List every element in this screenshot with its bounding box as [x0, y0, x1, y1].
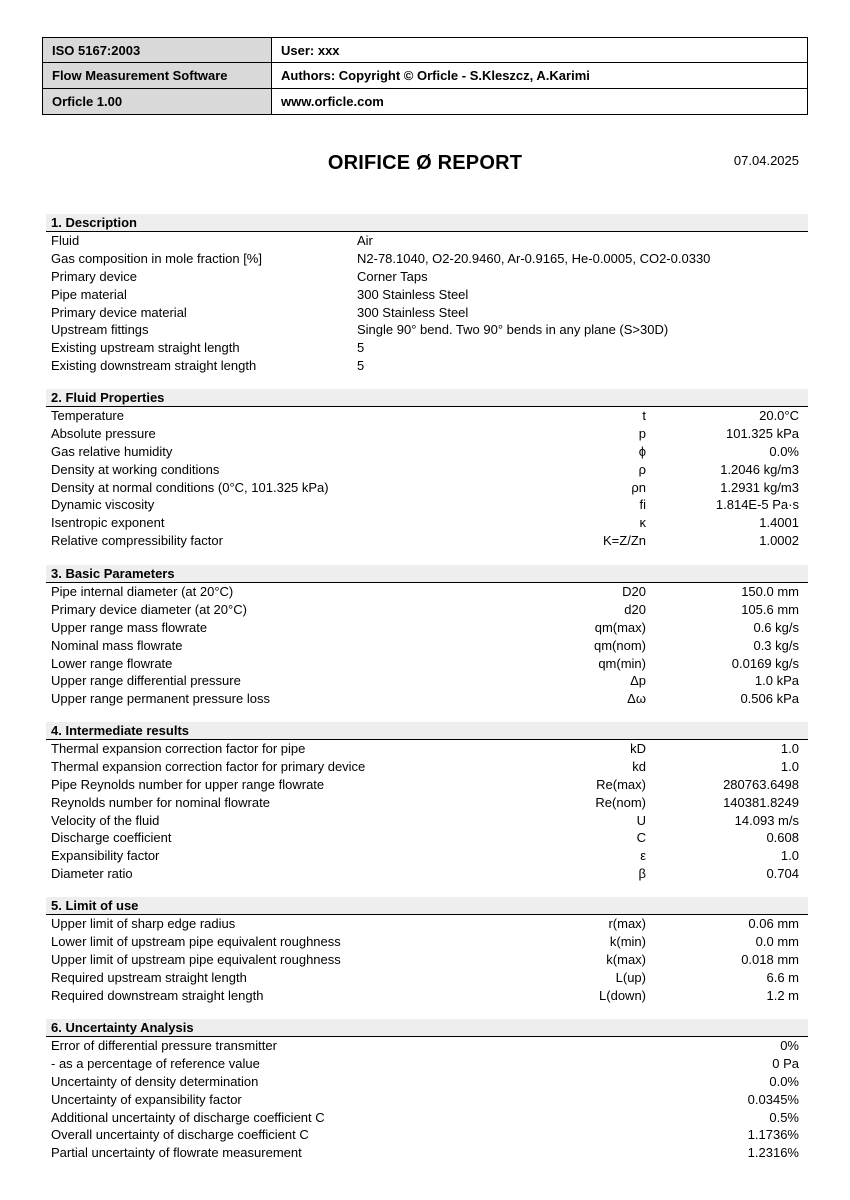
row-label: Fluid [51, 233, 80, 248]
row-symbol: Δω [627, 691, 646, 707]
section-heading: 6. Uncertainty Analysis [46, 1019, 808, 1037]
row-symbol: qm(nom) [593, 637, 646, 653]
row-label: Density at normal conditions (0°C, 101.325 kPa) [51, 479, 329, 495]
row-label: Gas relative humidity [51, 443, 173, 459]
row-label: Pipe material [51, 286, 127, 302]
table-row [46, 532, 808, 550]
section-uncertainty-analysis [46, 1019, 808, 1162]
website-label: www.orficle.com [281, 93, 384, 109]
row-label: Reynolds number for nominal flowrate [51, 794, 270, 810]
version-label: Orficle 1.00 [52, 93, 123, 109]
section-description [46, 214, 808, 375]
row-label: Gas composition in mole fraction [%] [51, 250, 262, 266]
row-symbol: r(max) [608, 916, 646, 931]
row-label: Relative compressibility factor [51, 533, 223, 549]
row-label: Upper limit of sharp edge radius [51, 916, 236, 931]
table-row [46, 865, 808, 883]
table-row [46, 304, 808, 322]
table-row [46, 951, 808, 969]
row-label: Upper range differential pressure [51, 673, 241, 689]
section-intermediate-results [46, 722, 808, 883]
table-row [46, 1055, 808, 1073]
row-value: 1.1736% [747, 1127, 799, 1143]
row-symbol: d20 [624, 601, 646, 617]
row-symbol: fi [639, 497, 646, 513]
table-row [46, 829, 808, 847]
row-value: 1.814E-5 Pa·s [715, 497, 799, 513]
table-row [46, 619, 808, 637]
section-fluid-properties [46, 389, 808, 550]
row-label: Lower limit of upstream pipe equivalent roughness [51, 933, 341, 949]
row-symbol: C [636, 830, 646, 846]
row-value: 0.018 mm [741, 951, 799, 967]
row-symbol: Re(nom) [595, 794, 646, 810]
section-rows [46, 915, 808, 1004]
row-label: Velocity of the fluid [51, 812, 160, 828]
row-label: Upper limit of upstream pipe equivalent roughness [51, 951, 341, 967]
row-value: 1.0 [780, 758, 799, 774]
row-value: 0.0% [769, 1073, 799, 1089]
row-value: 5 [357, 340, 365, 356]
row-label: Overall uncertainty of discharge coefficient C [51, 1127, 309, 1143]
row-value: 1.0 [780, 848, 799, 864]
section-heading: 1. Description [46, 214, 808, 232]
table-row [46, 514, 808, 532]
row-value: 1.2046 kg/m3 [720, 461, 799, 477]
row-symbol: t [642, 408, 646, 423]
report-header-table [42, 37, 808, 115]
section-rows [46, 740, 808, 883]
table-row [46, 915, 808, 933]
table-row [46, 847, 808, 865]
section-limit-of-use [46, 897, 808, 1004]
row-value: 101.325 kPa [725, 425, 799, 441]
row-value: 140381.8249 [723, 794, 799, 810]
row-label: Pipe Reynolds number for upper range flowrate [51, 776, 325, 792]
row-label: - as a percentage of reference value [51, 1055, 260, 1071]
row-symbol: K=Z/Zn [603, 533, 646, 549]
table-row [46, 286, 808, 304]
table-row [46, 339, 808, 357]
row-value: 1.2931 kg/m3 [720, 479, 799, 495]
row-value: 0 Pa [772, 1055, 799, 1071]
row-symbol: ρ [638, 461, 646, 477]
row-value: 0.06 mm [748, 916, 799, 931]
row-symbol: Re(max) [596, 776, 646, 792]
row-value: 0.704 [766, 866, 799, 882]
row-symbol: k(min) [609, 933, 646, 949]
row-symbol: L(up) [615, 969, 646, 985]
table-row [46, 794, 808, 812]
row-value: 0.0345% [747, 1091, 799, 1107]
row-value: Air [357, 233, 373, 248]
table-row [46, 601, 808, 619]
row-value: 14.093 m/s [734, 812, 799, 828]
table-row [46, 425, 808, 443]
row-label: Diameter ratio [51, 866, 133, 882]
table-row [46, 637, 808, 655]
row-symbol: p [638, 425, 646, 441]
section-heading: 3. Basic Parameters [46, 565, 808, 583]
row-value: 20.0°C [759, 408, 799, 423]
authors-label: Authors: Copyright © Orficle - S.Kleszcz, A.Karimi [272, 63, 807, 88]
row-symbol: qm(max) [594, 619, 646, 635]
table-row [46, 1073, 808, 1091]
row-value: 0% [780, 1038, 799, 1053]
row-value: 1.2316% [747, 1145, 799, 1161]
row-symbol: ϕ [638, 443, 646, 459]
row-label: Required upstream straight length [51, 969, 247, 985]
row-label: Absolute pressure [51, 425, 156, 441]
table-row [46, 321, 808, 339]
standard-label: ISO 5167:2003 [43, 38, 271, 63]
row-label: Thermal expansion correction factor for primary device [51, 758, 366, 774]
table-row [46, 443, 808, 461]
row-label: Error of differential pressure transmitter [51, 1038, 277, 1053]
row-value: 0.3 kg/s [753, 637, 799, 653]
row-label: Upper range permanent pressure loss [51, 691, 270, 707]
table-row [46, 250, 808, 268]
row-symbol: ε [640, 848, 646, 864]
table-row [46, 812, 808, 830]
table-row [46, 461, 808, 479]
table-row [46, 1109, 808, 1127]
table-row [46, 583, 808, 601]
row-value: 280763.6498 [723, 776, 799, 792]
row-value: 0.506 kPa [740, 691, 799, 707]
table-row [46, 357, 808, 375]
table-row [46, 1126, 808, 1144]
row-label: Additional uncertainty of discharge coefficient C [51, 1109, 325, 1125]
table-row [46, 268, 808, 286]
software-label: Flow Measurement Software [43, 63, 271, 88]
report-date: 07.04.2025 [733, 153, 799, 168]
row-label: Upstream fittings [51, 322, 149, 338]
row-value: 300 Stainless Steel [357, 304, 469, 320]
table-row [46, 740, 808, 758]
row-symbol: D20 [622, 584, 646, 599]
row-symbol: ρn [631, 479, 646, 495]
row-symbol: κ [639, 515, 646, 531]
row-value: 5 [357, 358, 365, 374]
table-row [46, 232, 808, 250]
row-symbol: L(down) [599, 987, 646, 1003]
row-value: 1.0 kPa [754, 673, 799, 689]
row-label: Expansibility factor [51, 848, 160, 864]
table-row [46, 407, 808, 425]
row-value: Single 90° bend. Two 90° bends in any plane (S>30D) [357, 322, 669, 338]
row-value: Corner Taps [357, 268, 428, 284]
table-row [46, 690, 808, 708]
row-value: 1.0002 [759, 533, 799, 549]
row-value: 0.0 mm [755, 933, 799, 949]
row-symbol: U [636, 812, 646, 828]
row-value: 0.6 kg/s [753, 619, 799, 635]
row-value: 1.0 [780, 741, 799, 756]
row-value: 6.6 m [766, 969, 799, 985]
row-label: Partial uncertainty of flowrate measurement [51, 1145, 302, 1161]
user-label: User: xxx [272, 38, 807, 63]
section-heading: 2. Fluid Properties [46, 389, 808, 407]
table-row [46, 987, 808, 1005]
table-row [46, 758, 808, 776]
row-symbol: β [638, 866, 646, 882]
row-label: Nominal mass flowrate [51, 637, 183, 653]
row-label: Uncertainty of expansibility factor [51, 1091, 242, 1107]
section-heading: 4. Intermediate results [46, 722, 808, 740]
table-row [46, 933, 808, 951]
row-label: Required downstream straight length [51, 987, 264, 1003]
row-label: Primary device diameter (at 20°C) [51, 601, 247, 617]
table-row [46, 672, 808, 690]
row-label: Thermal expansion correction factor for pipe [51, 741, 306, 756]
row-value: 300 Stainless Steel [357, 286, 469, 302]
row-label: Discharge coefficient [51, 830, 172, 846]
table-row [46, 1037, 808, 1055]
row-value: 0.608 [766, 830, 799, 846]
row-symbol: k(max) [606, 951, 646, 967]
row-label: Dynamic viscosity [51, 497, 155, 513]
row-symbol: kD [630, 741, 646, 756]
section-rows [46, 1037, 808, 1162]
table-row [46, 655, 808, 673]
row-symbol: qm(min) [598, 655, 646, 671]
section-rows [46, 407, 808, 550]
section-rows [46, 583, 808, 708]
table-row [46, 496, 808, 514]
row-label: Uncertainty of density determination [51, 1073, 259, 1089]
header-right-column [272, 38, 807, 114]
row-label: Existing upstream straight length [51, 340, 240, 356]
row-label: Lower range flowrate [51, 655, 173, 671]
table-row [46, 1091, 808, 1109]
row-value: 150.0 mm [741, 584, 799, 599]
row-label: Primary device material [51, 304, 187, 320]
row-value: 105.6 mm [741, 601, 799, 617]
row-label: Temperature [51, 408, 124, 423]
table-row [46, 479, 808, 497]
row-label: Existing downstream straight length [51, 358, 257, 374]
row-symbol: Δp [630, 673, 646, 689]
row-label: Upper range mass flowrate [51, 619, 208, 635]
row-label: Primary device [51, 268, 137, 284]
row-symbol: kd [632, 758, 646, 774]
section-basic-parameters [46, 565, 808, 708]
table-row [46, 776, 808, 794]
section-heading: 5. Limit of use [46, 897, 808, 915]
table-row [46, 969, 808, 987]
row-value: 0.5% [769, 1109, 799, 1125]
row-label: Density at working conditions [51, 461, 220, 477]
row-value: 1.2 m [766, 987, 799, 1003]
row-value: 0.0% [769, 443, 799, 459]
table-row [46, 1144, 808, 1162]
header-left-column [43, 38, 272, 114]
row-value: N2-78.1040, O2-20.9460, Ar-0.9165, He-0.0005, CO2-0.0330 [357, 250, 711, 266]
row-value: 0.0169 kg/s [731, 655, 799, 671]
row-value: 1.4001 [759, 515, 799, 531]
row-label: Pipe internal diameter (at 20°C) [51, 584, 234, 599]
row-label: Isentropic exponent [51, 515, 165, 531]
report-title: ORIFICE Ø REPORT [327, 152, 523, 174]
section-rows [46, 232, 808, 375]
